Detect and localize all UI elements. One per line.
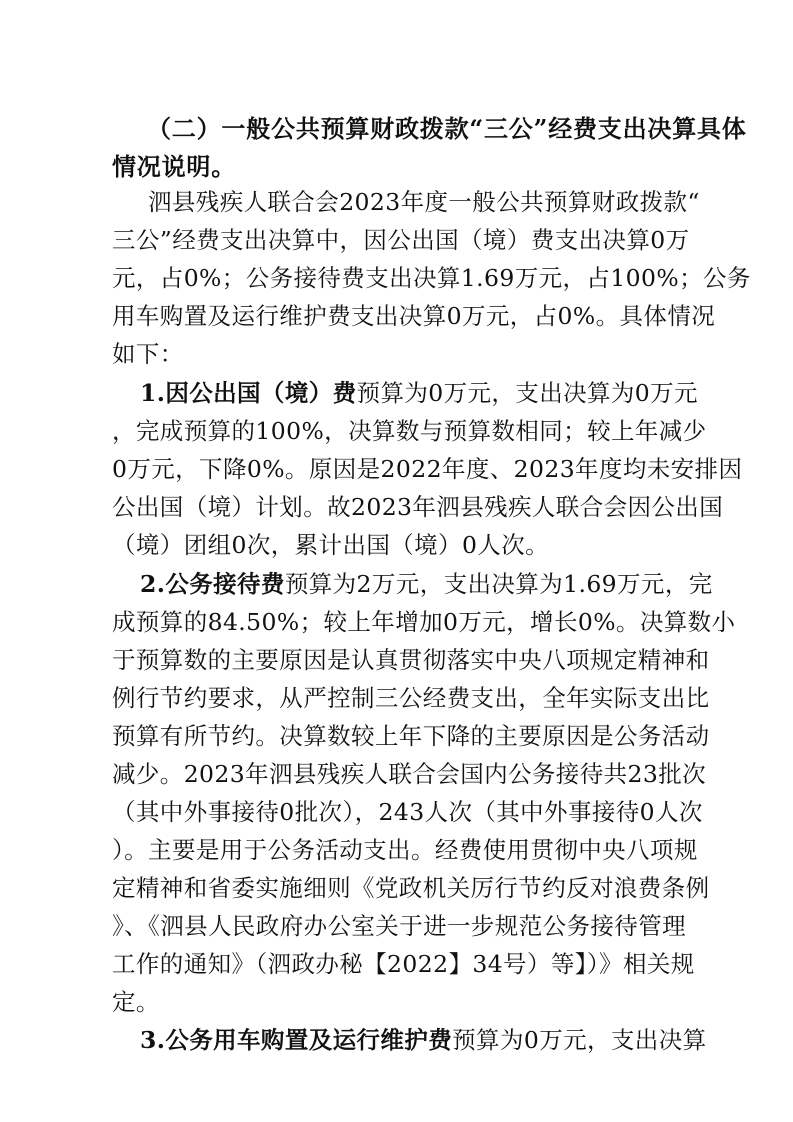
item2-line-4: 例行节约要求，从严控制三公经费支出，全年实际支出比: [112, 684, 710, 712]
item2-line-3: 于预算数的主要原因是认真贯彻落实中央八项规定精神和: [112, 646, 710, 674]
item2-line-5: 预算有所节约。决算数较上年下降的主要原因是公务活动: [112, 722, 710, 750]
item2-line-6: 减少。2023年泗县残疾人联合会国内公务接待共23批次: [112, 760, 707, 788]
section-heading-line-1: （二）一般公共预算财政拨款“三公”经费支出决算具体: [147, 114, 747, 143]
item2-line-7: （其中外事接待0批次），243人次（其中外事接待0人次: [112, 798, 703, 826]
item2-line-8: ）。主要是用于公务活动支出。经费使用贯彻中央八项规: [112, 836, 698, 864]
item1-first-text: 预算为0万元，支出决算为0万元: [356, 379, 698, 407]
item2-line-11: 工作的通知》（泗政办秘【2022】34号）等】）》相关规: [112, 950, 695, 978]
item1-line-4: 公出国（境）计划。故2023年泗县残疾人联合会因公出国: [112, 493, 724, 521]
intro-line-2: 三公”经费支出决算中，因公出国（境）费支出决算0万: [112, 226, 690, 254]
item2-line-9: 定精神和省委实施细则《党政机关厉行节约反对浪费条例: [112, 874, 710, 902]
item1-line-5: （境）团组0次，累计出国（境）0人次。: [112, 531, 550, 559]
item2-first-text: 预算为2万元，支出决算为1.69万元，完: [284, 570, 713, 598]
item3-title: 3.公务用车购置及运行维护费: [140, 1026, 453, 1054]
item2-title: 2.公务接待费: [140, 570, 285, 598]
item1-line-3: 0万元，下降0%。原因是2022年度、2023年度均未安排因: [112, 455, 743, 483]
intro-line-3: 元，占0%；公务接待费支出决算1.69万元，占100%；公务: [112, 264, 751, 292]
item3-first-line: [140, 1025, 707, 1055]
item2-line-10: 》、《泗县人民政府办公室关于进一步规范公务接待管理: [112, 912, 686, 940]
item1-title: 1.因公出国（境）费: [140, 379, 357, 407]
intro-line-5: 如下：: [112, 340, 184, 368]
intro-line-1: 泗县残疾人联合会2023年度一般公共预算财政拨款“: [148, 188, 700, 216]
item3-first-text: 预算为0万元，支出决算: [452, 1026, 707, 1054]
item2-line-12: 定。: [112, 988, 160, 1016]
item2-first-line: [140, 569, 713, 599]
section-heading-line-2: 情况说明。: [112, 152, 236, 181]
item1-first-line: [140, 378, 698, 408]
item1-line-2: ，完成预算的100%，决算数与预算数相同；较上年减少: [112, 417, 707, 445]
intro-line-4: 用车购置及运行维护费支出决算0万元，占0%。具体情况: [112, 302, 716, 330]
item2-line-2: 成预算的84.50%；较上年增加0万元，增长0%。决算数小: [112, 608, 736, 636]
